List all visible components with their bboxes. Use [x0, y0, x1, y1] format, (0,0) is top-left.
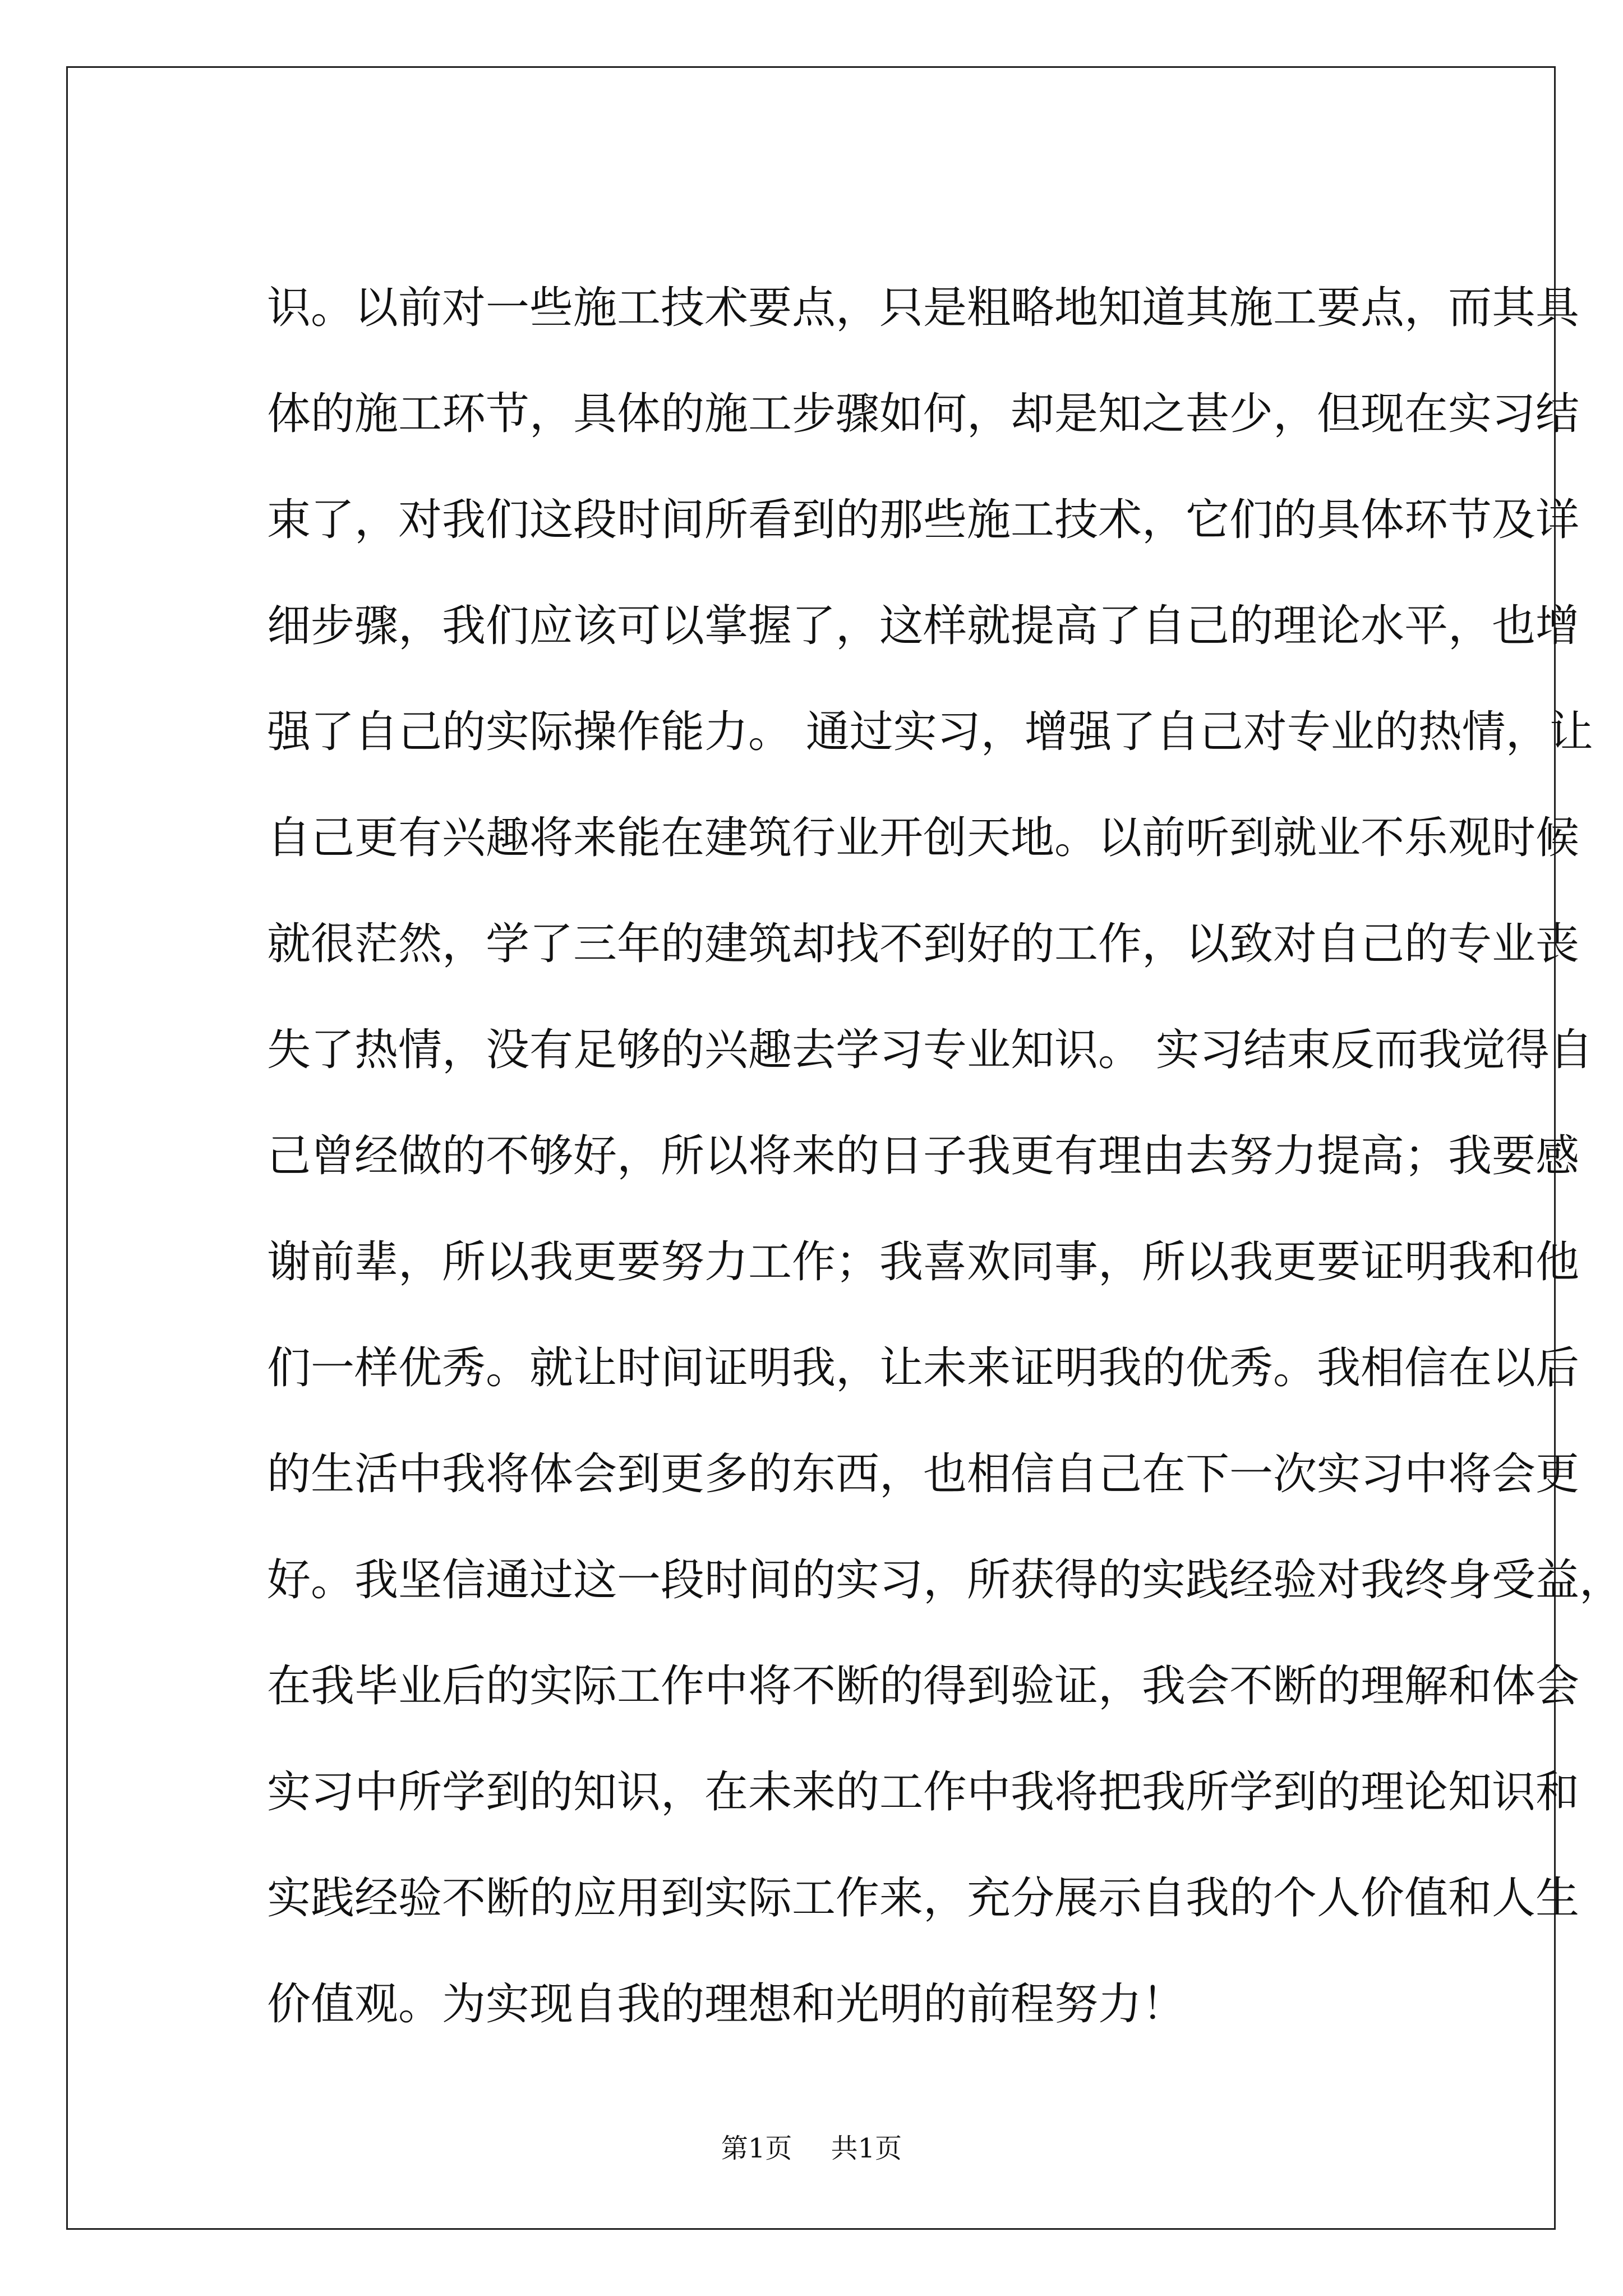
text-line: 体的施工环节，具体的施工步骤如何，却是知之甚少，但现在实习结 — [267, 389, 1580, 439]
text-line: 价值观。为实现自我的理想和光明的前程努力！ — [267, 1979, 1186, 2030]
page-total: 共1页 — [831, 2133, 902, 2164]
text-line: 束了，对我们这段时间所看到的那些施工技术，它们的具体环节及详 — [267, 495, 1580, 545]
text-line: 己曾经做的不够好，所以将来的日子我更有理由去努力提高；我要感 — [267, 1131, 1580, 1181]
text-line: 强了自己的实际操作能力。 通过实习，增强了自己对专业的热情，让 — [267, 707, 1593, 757]
body-text — [267, 274, 1623, 2077]
text-line: 识。以前对一些施工技术要点，只是粗略地知道其施工要点，而其具 — [267, 283, 1580, 333]
text-line: 好。我坚信通过这一段时间的实习，所获得的实践经验对我终身受益， — [267, 1555, 1623, 1605]
page-frame — [66, 66, 1623, 2230]
text-line: 实践经验不断的应用到实际工作来，充分展示自我的个人价值和人生 — [267, 1873, 1580, 1924]
text-line: 谢前辈，所以我更要努力工作；我喜欢同事，所以我更要证明我和他 — [267, 1237, 1580, 1287]
text-line: 就很茫然，学了三年的建筑却找不到好的工作，以致对自己的专业丧 — [267, 919, 1580, 969]
text-line: 们一样优秀。就让时间证明我，让未来证明我的优秀。我相信在以后 — [267, 1343, 1580, 1393]
text-line: 自己更有兴趣将来能在建筑行业开创天地。以前听到就业不乐观时候 — [267, 813, 1580, 863]
page-footer — [0, 2132, 1623, 2165]
text-line: 失了热情，没有足够的兴趣去学习专业知识。 实习结束反而我觉得自 — [267, 1025, 1593, 1075]
page-number: 第1页 — [721, 2133, 792, 2164]
text-line: 细步骤，我们应该可以掌握了，这样就提高了自己的理论水平，也增 — [267, 601, 1580, 651]
text-line: 实习中所学到的知识，在未来的工作中我将把我所学到的理论知识和 — [267, 1767, 1580, 1818]
text-line: 的生活中我将体会到更多的东西，也相信自己在下一次实习中将会更 — [267, 1449, 1580, 1499]
text-line: 在我毕业后的实际工作中将不断的得到验证，我会不断的理解和体会 — [267, 1661, 1580, 1711]
